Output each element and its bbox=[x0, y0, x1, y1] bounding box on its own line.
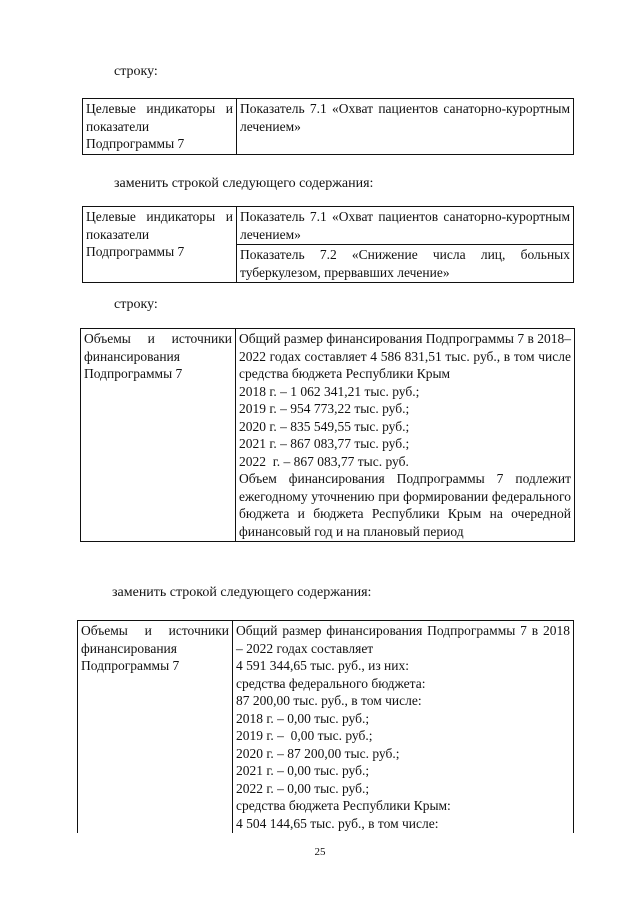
funding-year-2021: 2021 г. – 867 083,77 тыс. руб.; bbox=[239, 436, 410, 451]
crimea-budget-heading: средства бюджета Республики Крым: bbox=[236, 798, 451, 813]
row-content-cell bbox=[236, 329, 575, 542]
page-number: 25 bbox=[314, 846, 326, 858]
funding-year-2020: 2020 г. – 835 549,55 тыс. руб.; bbox=[239, 418, 410, 434]
indicator-cell bbox=[237, 207, 574, 245]
table-funding-new bbox=[77, 620, 574, 833]
table-indicators-old bbox=[82, 98, 574, 155]
table-row bbox=[78, 621, 574, 834]
federal-budget-heading: средства федерального бюджета: bbox=[236, 675, 426, 691]
funding-year-2019: 2019 г. – 954 773,22 тыс. руб.; bbox=[239, 401, 410, 416]
federal-budget-total: 87 200,00 тыс. руб., в том числе: bbox=[236, 693, 422, 708]
row-label: Объемы и источники финансирования Подпрограммы 7 bbox=[84, 331, 232, 381]
table-indicators-new bbox=[82, 206, 574, 283]
federal-year-2019: 2019 г. – 0,00 тыс. руб.; bbox=[236, 728, 373, 743]
row-content-cell bbox=[233, 621, 574, 834]
table-row bbox=[81, 329, 575, 542]
row-label-cell bbox=[83, 99, 237, 155]
row-label-cell bbox=[81, 329, 236, 542]
indicator-7-1: Показатель 7.1 «Охват пациентов санаторно-курортным лечением» bbox=[240, 101, 570, 134]
row-label-cell bbox=[83, 207, 237, 283]
federal-year-2020: 2020 г. – 87 200,00 тыс. руб.; bbox=[236, 745, 400, 761]
funding-note: Объем финансирования Подпрограммы 7 подлежит ежегодному уточнению при формировании федерального бюджета и бюджета Республики Крым на очередной финансовый год и на плановый период bbox=[239, 471, 571, 539]
funding-year-2018: 2018 г. – 1 062 341,21 тыс. руб.; bbox=[239, 383, 420, 399]
paragraph-replace-1: заменить строкой следующего содержания: bbox=[114, 176, 374, 191]
paragraph-stroku-2: строку: bbox=[114, 297, 158, 312]
paragraph-stroku-1: строку: bbox=[114, 64, 158, 79]
table-row bbox=[83, 207, 574, 245]
paragraph-replace-2: заменить строкой следующего содержания: bbox=[112, 585, 372, 600]
row-label: Целевые индикаторы и показатели Подпрограммы 7 bbox=[86, 101, 233, 151]
row-label: Целевые индикаторы и показатели Подпрограммы 7 bbox=[86, 209, 233, 259]
federal-year-2018: 2018 г. – 0,00 тыс. руб.; bbox=[236, 710, 370, 726]
funding-total: 4 591 344,65 тыс. руб., из них: bbox=[236, 658, 409, 673]
federal-year-2022: 2022 г. – 0,00 тыс. руб.; bbox=[236, 780, 370, 796]
table-funding-old bbox=[80, 328, 575, 542]
row-label: Объемы и источники финансирования Подпрограммы 7 bbox=[81, 623, 229, 673]
indicator-7-1: Показатель 7.1 «Охват пациентов санаторно-курортным лечением» bbox=[240, 209, 570, 242]
funding-year-2022: 2022 г. – 867 083,77 тыс. руб. bbox=[239, 453, 409, 469]
table-row bbox=[83, 99, 574, 155]
funding-intro: Общий размер финансирования Подпрограммы 7 в 2018–2022 годах составляет 4 586 831,51 тыс. руб., в том числе средства бюджета Республики Крым bbox=[239, 331, 571, 381]
indicator-7-2: Показатель 7.2 «Снижение числа лиц, больных туберкулезом, прервавших лечение» bbox=[240, 247, 570, 280]
crimea-budget-total: 4 504 144,65 тыс. руб., в том числе: bbox=[236, 815, 439, 831]
row-label-cell bbox=[78, 621, 233, 834]
funding-intro: Общий размер финансирования Подпрограммы 7 в 2018 – 2022 годах составляет bbox=[236, 623, 570, 656]
federal-year-2021: 2021 г. – 0,00 тыс. руб.; bbox=[236, 763, 370, 778]
indicator-cell bbox=[237, 245, 574, 283]
row-content-cell bbox=[237, 99, 574, 155]
